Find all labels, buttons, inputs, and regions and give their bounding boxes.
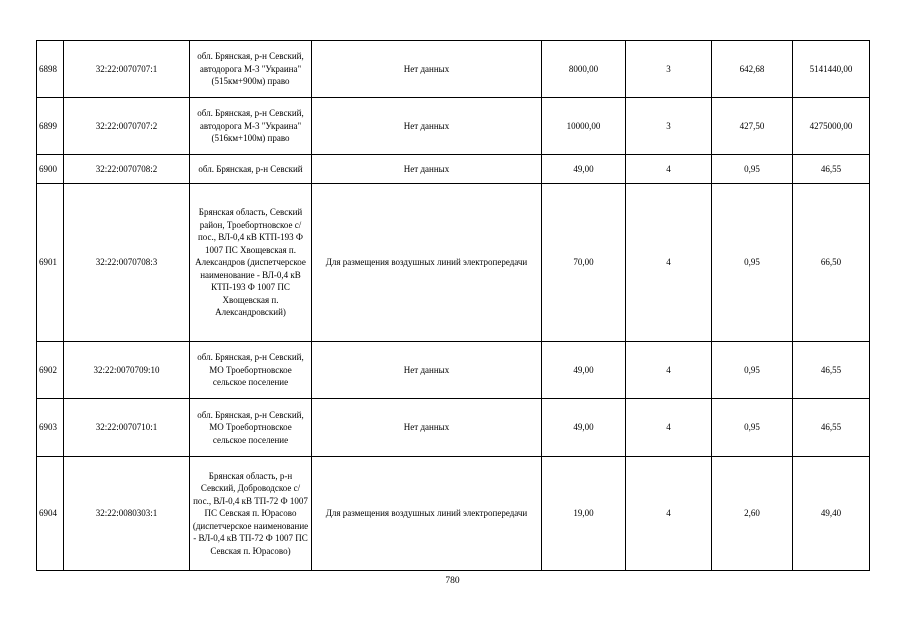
category: 4 [626, 155, 712, 184]
cadastral-number: 32:22:0070710:1 [64, 399, 190, 457]
total: 66,50 [793, 184, 870, 342]
category: 4 [626, 184, 712, 342]
address: обл. Брянская, р-н Севский [190, 155, 312, 184]
table-body [37, 41, 870, 571]
category: 4 [626, 457, 712, 571]
rate: 0,95 [712, 155, 793, 184]
total: 49,40 [793, 457, 870, 571]
rate: 0,95 [712, 184, 793, 342]
page-number: 780 [445, 576, 460, 586]
purpose: Для размещения воздушных линий электропередачи [312, 184, 542, 342]
purpose: Для размещения воздушных линий электропередачи [312, 457, 542, 571]
category: 4 [626, 399, 712, 457]
row-number: 6900 [37, 155, 64, 184]
row-number: 6903 [37, 399, 64, 457]
total: 46,55 [793, 155, 870, 184]
row-number: 6901 [37, 184, 64, 342]
row-number: 6899 [37, 98, 64, 155]
address: обл. Брянская, р-н Севский, автодорога М-3 "Украина" (515км+900м) право [190, 41, 312, 98]
table-row [37, 155, 870, 184]
land-registry-table [36, 40, 870, 571]
table-row [37, 399, 870, 457]
area: 19,00 [542, 457, 626, 571]
total: 46,55 [793, 399, 870, 457]
rate: 2,60 [712, 457, 793, 571]
category: 4 [626, 342, 712, 399]
table-row [37, 41, 870, 98]
cadastral-number: 32:22:0080303:1 [64, 457, 190, 571]
category: 3 [626, 98, 712, 155]
rate: 0,95 [712, 399, 793, 457]
area: 8000,00 [542, 41, 626, 98]
table-row [37, 98, 870, 155]
row-number: 6904 [37, 457, 64, 571]
area: 49,00 [542, 342, 626, 399]
address: Брянская область, Севский район, Троебортновское с/пос., ВЛ-0,4 кВ КТП-193 Ф 1007 ПС Хвощевская п. Александров (диспетчерское наименование - ВЛ-0,4 кВ КТП-193 Ф 1007 ПС Хвощевская п. Александровский) [190, 184, 312, 342]
address: обл. Брянская, р-н Севский, автодорога М-3 "Украина" (516км+100м) право [190, 98, 312, 155]
area: 70,00 [542, 184, 626, 342]
cadastral-number: 32:22:0070708:2 [64, 155, 190, 184]
total: 4275000,00 [793, 98, 870, 155]
total: 46,55 [793, 342, 870, 399]
table-row [37, 457, 870, 571]
row-number: 6898 [37, 41, 64, 98]
address: обл. Брянская, р-н Севский, МО Троебортновское сельское поселение [190, 399, 312, 457]
rate: 427,50 [712, 98, 793, 155]
rate: 642,68 [712, 41, 793, 98]
cadastral-number: 32:22:0070709:10 [64, 342, 190, 399]
purpose: Нет данных [312, 41, 542, 98]
area: 49,00 [542, 399, 626, 457]
purpose: Нет данных [312, 98, 542, 155]
area: 10000,00 [542, 98, 626, 155]
table-row [37, 342, 870, 399]
rate: 0,95 [712, 342, 793, 399]
purpose: Нет данных [312, 342, 542, 399]
area: 49,00 [542, 155, 626, 184]
purpose: Нет данных [312, 155, 542, 184]
address: Брянская область, р-н Севский, Доброводское с/пос., ВЛ-0,4 кВ ТП-72 Ф 1007 ПС Севская п. Юрасово (диспетчерское наименование - ВЛ-0,4 кВ ТП-72 Ф 1007 ПС Севская п. Юрасово) [190, 457, 312, 571]
cadastral-number: 32:22:0070708:3 [64, 184, 190, 342]
cadastral-number: 32:22:0070707:1 [64, 41, 190, 98]
cadastral-number: 32:22:0070707:2 [64, 98, 190, 155]
purpose: Нет данных [312, 399, 542, 457]
total: 5141440,00 [793, 41, 870, 98]
category: 3 [626, 41, 712, 98]
address: обл. Брянская, р-н Севский, МО Троебортновское сельское поселение [190, 342, 312, 399]
row-number: 6902 [37, 342, 64, 399]
table-row [37, 184, 870, 342]
